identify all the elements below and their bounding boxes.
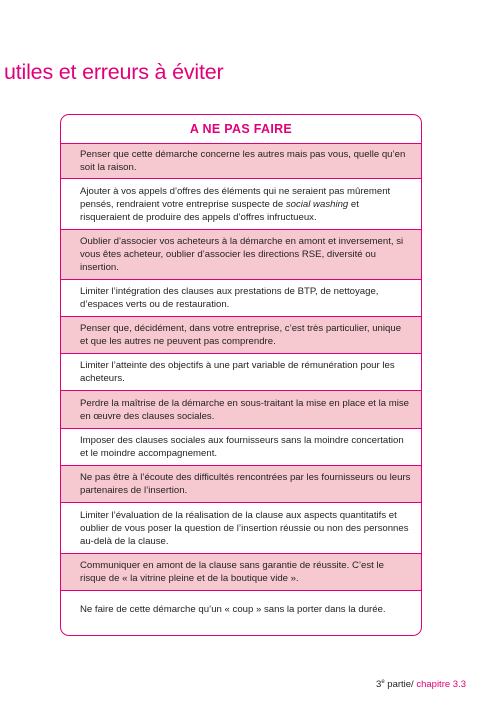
list-item-text: Ajouter à vos appels d’offres des éléments qui ne seraient pas mûrement pensés, rendraient votre entreprise suspecte de social washing et risqueraient de produire des appels d’offres infructueux.	[80, 185, 391, 223]
list-item	[61, 280, 421, 317]
list-item	[61, 391, 421, 429]
list-item-text: Limiter l’atteinte des objectifs à une part variable de rémunération pour les acheteurs.	[80, 360, 395, 384]
list-item-text: Ne faire de cette démarche qu’un « coup » sans la porter dans la durée.	[80, 604, 386, 615]
dont-do-box	[60, 114, 422, 636]
list-item	[61, 466, 421, 503]
emphasized-term: social washing	[285, 198, 349, 210]
page-heading: utiles et erreurs à éviter	[4, 60, 224, 84]
list-item-text: Limiter l’intégration des clauses aux prestations de BTP, de nettoyage, d’espaces verts ou de restauration.	[80, 286, 379, 310]
list-item-text: Communiquer en amont de la clause sans garantie de réussite. C’est le risque de « la vitrine pleine et de la boutique vide ».	[80, 560, 384, 584]
list-item	[61, 591, 421, 628]
list-item-text: Ne pas être à l’écoute des difficultés rencontrées par les fournisseurs ou leurs partenaires de l’insertion.	[80, 472, 411, 496]
list-item	[61, 503, 421, 554]
part-number: 3	[376, 679, 382, 690]
list-item-text: Penser que cette démarche concerne les autres mais pas vous, quelle qu’en soit la raison.	[80, 149, 406, 173]
box-title: A NE PAS FAIRE	[61, 115, 421, 144]
list-item-text: Perdre la maîtrise de la démarche en sous-traitant la mise en place et la mise en œuvre des clauses sociales.	[80, 397, 410, 422]
list-item-text: Limiter l’évaluation de la réalisation de la clause aux aspects quantitatifs et oublier de vous poser la question de l’insertion réussie ou non des personnes au-delà de la clause.	[80, 509, 409, 547]
part-superscript: e	[381, 679, 385, 685]
list-item	[61, 230, 421, 280]
list-item	[61, 354, 421, 391]
list-item-text: Imposer des clauses sociales aux fournisseurs sans la moindre concertation et le moindre accompagnement.	[80, 435, 404, 459]
list-item	[61, 179, 421, 230]
list-item	[61, 554, 421, 591]
list-item	[61, 317, 421, 354]
list-item-text: Oublier d’associer vos acheteurs à la démarche en amont et inversement, si vous êtes acheteur, oublier d’associer les directions RSE, diversité ou insertion.	[80, 236, 404, 273]
list-item	[61, 429, 421, 466]
part-label: partie/	[384, 679, 414, 690]
page-footer	[376, 679, 466, 690]
dont-do-list	[61, 144, 421, 628]
list-item-text: Penser que, décidément, dans votre entreprise, c’est très particulier, unique et que les autres ne peuvent pas comprendre.	[80, 323, 402, 347]
chapter-label: chapitre 3.3	[413, 679, 466, 690]
list-item	[61, 144, 421, 179]
